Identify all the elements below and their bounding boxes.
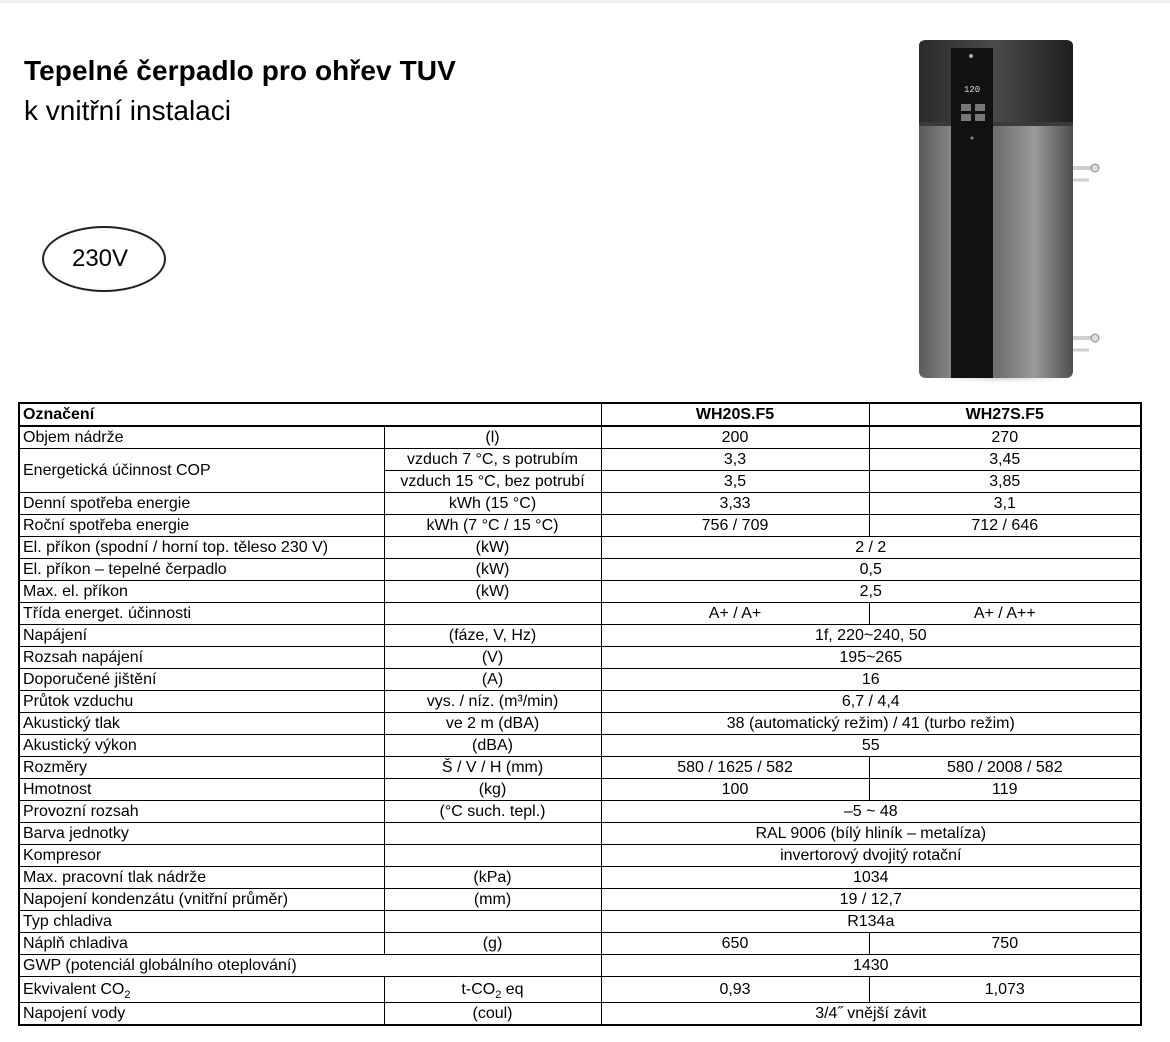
table-header-row bbox=[19, 403, 1141, 426]
row-label: Napájení bbox=[19, 625, 384, 647]
row-value-model-1: 650 bbox=[601, 933, 869, 955]
row-value-model-2: 3,85 bbox=[869, 471, 1141, 493]
row-label: El. příkon (spodní / horní top. těleso 230 V) bbox=[19, 537, 384, 559]
table-row bbox=[19, 845, 1141, 867]
row-unit bbox=[384, 977, 601, 1003]
row-value-model-2: 119 bbox=[869, 779, 1141, 801]
row-label: Max. pracovní tlak nádrže bbox=[19, 867, 384, 889]
row-value-shared: 1f, 220~240, 50 bbox=[601, 625, 1141, 647]
row-unit: (g) bbox=[384, 933, 601, 955]
row-value-shared: 19 / 12,7 bbox=[601, 889, 1141, 911]
row-value-shared: 3/4˝ vnější závit bbox=[601, 1003, 1141, 1026]
row-label: Průtok vzduchu bbox=[19, 691, 384, 713]
table-row bbox=[19, 426, 1141, 449]
row-unit: (l) bbox=[384, 426, 601, 449]
table-row bbox=[19, 581, 1141, 603]
row-value-shared: RAL 9006 (bílý hliník – metalíza) bbox=[601, 823, 1141, 845]
row-value-model-1: 3,3 bbox=[601, 449, 869, 471]
row-value-model-2: 750 bbox=[869, 933, 1141, 955]
svg-text:120: 120 bbox=[964, 85, 981, 95]
row-value-model-1: 200 bbox=[601, 426, 869, 449]
row-unit bbox=[384, 823, 601, 845]
row-label: Energetická účinnost COP bbox=[19, 449, 384, 493]
row-value-shared: 2,5 bbox=[601, 581, 1141, 603]
row-value-model-1: 100 bbox=[601, 779, 869, 801]
spec-table bbox=[18, 402, 1142, 1026]
table-row bbox=[19, 669, 1141, 691]
row-label: Max. el. příkon bbox=[19, 581, 384, 603]
row-value-model-2: 270 bbox=[869, 426, 1141, 449]
co2-label-subscript: 2 bbox=[124, 988, 131, 1001]
row-value-shared: –5 ~ 48 bbox=[601, 801, 1141, 823]
row-value-model-1: 3,33 bbox=[601, 493, 869, 515]
row-unit bbox=[384, 845, 601, 867]
row-value-model-2: A+ / A++ bbox=[869, 603, 1141, 625]
header-label: Označení bbox=[19, 403, 601, 426]
page-title: Tepelné čerpadlo pro ohřev TUV bbox=[24, 55, 456, 86]
row-value-shared: invertorový dvojitý rotační bbox=[601, 845, 1141, 867]
row-unit bbox=[384, 603, 601, 625]
table-row bbox=[19, 911, 1141, 933]
row-label: Rozsah napájení bbox=[19, 647, 384, 669]
table-row bbox=[19, 867, 1141, 889]
row-unit: Š / V / H (mm) bbox=[384, 757, 601, 779]
row-unit: (kg) bbox=[384, 779, 601, 801]
row-label: Napojení kondenzátu (vnitřní průměr) bbox=[19, 889, 384, 911]
co2-unit-prefix: t-CO bbox=[461, 980, 496, 998]
row-label: Akustický tlak bbox=[19, 713, 384, 735]
table-row bbox=[19, 757, 1141, 779]
row-label: El. příkon – tepelné čerpadlo bbox=[19, 559, 384, 581]
row-value-shared: 55 bbox=[601, 735, 1141, 757]
row-unit: (A) bbox=[384, 669, 601, 691]
row-value-model-1: 0,93 bbox=[601, 977, 869, 1003]
row-label: Barva jednotky bbox=[19, 823, 384, 845]
row-unit: (kW) bbox=[384, 581, 601, 603]
row-value-shared: 6,7 / 4,4 bbox=[601, 691, 1141, 713]
row-value-model-1: A+ / A+ bbox=[601, 603, 869, 625]
row-unit: (kW) bbox=[384, 559, 601, 581]
row-unit: vys. / níz. (m³/min) bbox=[384, 691, 601, 713]
table-row bbox=[19, 801, 1141, 823]
table-row bbox=[19, 449, 1141, 471]
row-value-model-2: 580 / 2008 / 582 bbox=[869, 757, 1141, 779]
row-unit bbox=[384, 911, 601, 933]
table-row bbox=[19, 537, 1141, 559]
row-unit: (°C such. tepl.) bbox=[384, 801, 601, 823]
co2-unit-subscript: 2 bbox=[495, 988, 502, 1001]
voltage-badge bbox=[42, 226, 166, 292]
model-2-header: WH27S.F5 bbox=[869, 403, 1141, 426]
row-label: Náplň chladiva bbox=[19, 933, 384, 955]
row-label: Objem nádrže bbox=[19, 426, 384, 449]
row-value-model-1: 580 / 1625 / 582 bbox=[601, 757, 869, 779]
row-value-shared: 1430 bbox=[601, 955, 1141, 977]
table-row bbox=[19, 933, 1141, 955]
row-unit: ve 2 m (dBA) bbox=[384, 713, 601, 735]
row-value-shared: R134a bbox=[601, 911, 1141, 933]
table-row bbox=[19, 713, 1141, 735]
heat-pump-product-image bbox=[905, 38, 1110, 388]
row-label bbox=[19, 977, 384, 1003]
co2-unit-suffix: eq bbox=[501, 980, 524, 998]
model-1-header: WH20S.F5 bbox=[601, 403, 869, 426]
row-value-model-1: 3,5 bbox=[601, 471, 869, 493]
row-value-model-2: 3,1 bbox=[869, 493, 1141, 515]
row-unit: (coul) bbox=[384, 1003, 601, 1026]
row-label: Napojení vody bbox=[19, 1003, 384, 1026]
row-label: Typ chladiva bbox=[19, 911, 384, 933]
table-row bbox=[19, 603, 1141, 625]
row-value-shared: 38 (automatický režim) / 41 (turbo režim) bbox=[601, 713, 1141, 735]
row-unit: (kPa) bbox=[384, 867, 601, 889]
table-row bbox=[19, 1003, 1141, 1026]
table-row bbox=[19, 955, 1141, 977]
row-label: Rozměry bbox=[19, 757, 384, 779]
row-label: Denní spotřeba energie bbox=[19, 493, 384, 515]
table-row bbox=[19, 625, 1141, 647]
table-row bbox=[19, 493, 1141, 515]
page-subtitle: k vnitřní instalaci bbox=[24, 95, 231, 126]
row-unit: (kW) bbox=[384, 537, 601, 559]
co2-label-text: Ekvivalent CO bbox=[23, 980, 125, 998]
row-unit: (V) bbox=[384, 647, 601, 669]
row-value-model-2: 712 / 646 bbox=[869, 515, 1141, 537]
row-label: Kompresor bbox=[19, 845, 384, 867]
row-label: Akustický výkon bbox=[19, 735, 384, 757]
row-label: Třída energet. účinnosti bbox=[19, 603, 384, 625]
row-value-shared: 195~265 bbox=[601, 647, 1141, 669]
row-unit: vzduch 15 °C, bez potrubí bbox=[384, 471, 601, 493]
voltage-badge-label: 230V bbox=[71, 245, 129, 272]
table-row bbox=[19, 691, 1141, 713]
table-row bbox=[19, 889, 1141, 911]
table-row bbox=[19, 515, 1141, 537]
table-row bbox=[19, 559, 1141, 581]
row-unit: vzduch 7 °C, s potrubím bbox=[384, 449, 601, 471]
top-divider bbox=[0, 0, 1170, 3]
row-label: Hmotnost bbox=[19, 779, 384, 801]
table-row bbox=[19, 647, 1141, 669]
table-row bbox=[19, 779, 1141, 801]
row-value-model-2: 1,073 bbox=[869, 977, 1141, 1003]
row-value-shared: 1034 bbox=[601, 867, 1141, 889]
table-row bbox=[19, 823, 1141, 845]
row-unit: (mm) bbox=[384, 889, 601, 911]
row-unit: kWh (15 °C) bbox=[384, 493, 601, 515]
row-label: Doporučené jištění bbox=[19, 669, 384, 691]
row-unit: kWh (7 °C / 15 °C) bbox=[384, 515, 601, 537]
row-label: GWP (potenciál globálního oteplování) bbox=[19, 955, 601, 977]
row-value-model-1: 756 / 709 bbox=[601, 515, 869, 537]
row-value-shared: 0,5 bbox=[601, 559, 1141, 581]
row-value-shared: 2 / 2 bbox=[601, 537, 1141, 559]
table-row bbox=[19, 977, 1141, 1003]
row-value-model-2: 3,45 bbox=[869, 449, 1141, 471]
row-label: Provozní rozsah bbox=[19, 801, 384, 823]
row-label: Roční spotřeba energie bbox=[19, 515, 384, 537]
row-unit: (dBA) bbox=[384, 735, 601, 757]
table-row bbox=[19, 735, 1141, 757]
row-unit: (fáze, V, Hz) bbox=[384, 625, 601, 647]
row-value-shared: 16 bbox=[601, 669, 1141, 691]
